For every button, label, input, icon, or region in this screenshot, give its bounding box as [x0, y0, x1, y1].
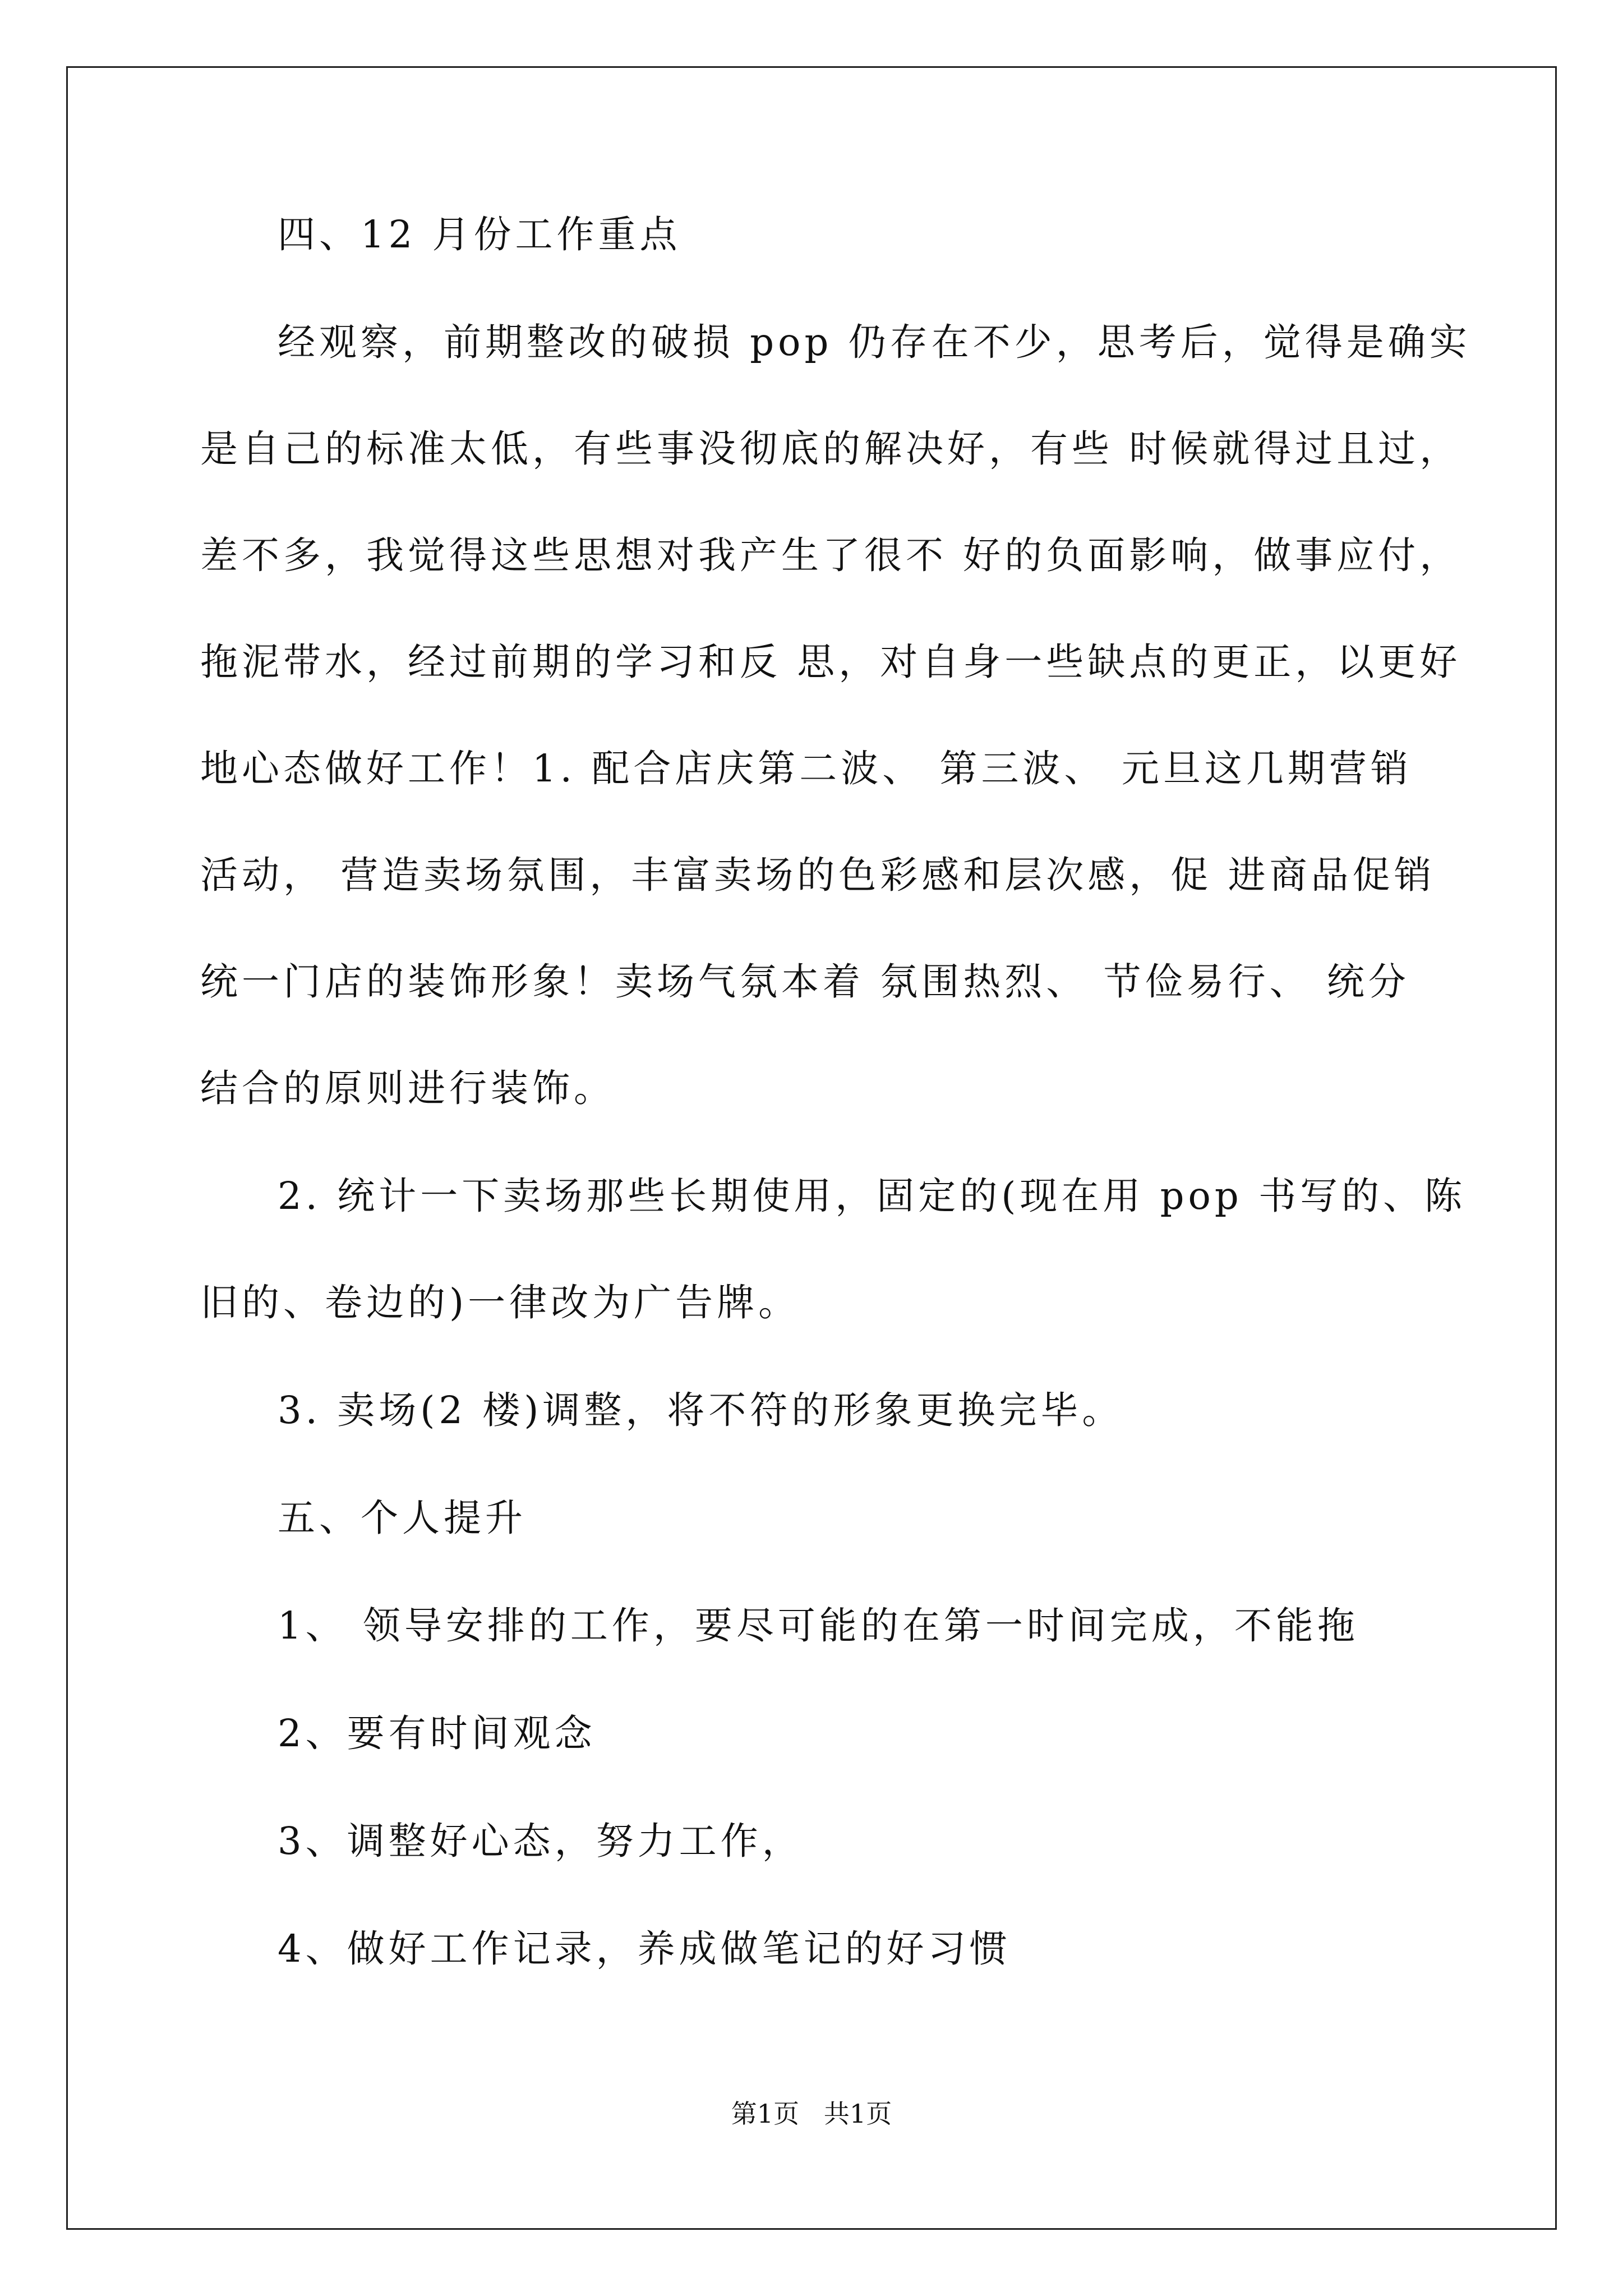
document-body [200, 208, 1471, 1976]
list-item-2: 2. 统计一下卖场那些长期使用，固定的(现在用 pop 书写的、陈 [278, 1174, 1467, 1218]
list-item: 3、调整好心态，努力工作， [278, 1819, 804, 1863]
paragraph-line: 拖泥带水，经过前期的学习和反 思，对自身一些缺点的更正，以更好 [200, 640, 1461, 684]
section-heading-4: 四、12 月份工作重点 [278, 213, 681, 256]
paragraph-line: 是自己的标准太低，有些事没彻底的解决好，有些 时候就得过且过， [200, 427, 1461, 471]
list-item-2-cont: 旧的、卷边的)一律改为广告牌。 [200, 1281, 800, 1324]
paragraph-line: 活动， 营造卖场氛围，丰富卖场的色彩感和层次感，促 进商品促销 [200, 853, 1436, 897]
section-heading-5: 五、个人提升 [278, 1496, 527, 1540]
paragraph-line: 差不多，我觉得这些思想对我产生了很不 好的负面影响，做事应付， [200, 533, 1461, 577]
paragraph-line: 统一门店的装饰形象！卖场气氛本着 氛围热烈、 节俭易行、 统分 [200, 960, 1410, 1004]
page-footer: 第1页 共1页 [731, 2099, 892, 2129]
paragraph-line: 结合的原则进行装饰。 [200, 1066, 615, 1110]
list-item-3: 3. 卖场(2 楼)调整，将不符的形象更换完毕。 [278, 1388, 1124, 1432]
list-item: 2、要有时间观念 [278, 1711, 596, 1755]
list-item: 1、 领导安排的工作，要尽可能的在第一时间完成，不能拖 [278, 1604, 1359, 1648]
list-item: 4、做好工作记录，养成做笔记的好习惯 [278, 1927, 1011, 1971]
paragraph-line: 经观察，前期整改的破损 pop 仍存在不少，思考后，觉得是确实 [278, 320, 1471, 364]
paragraph-line: 地心态做好工作！1. 配合店庆第二波、 第三波、 元旦这几期营销 [200, 747, 1412, 790]
